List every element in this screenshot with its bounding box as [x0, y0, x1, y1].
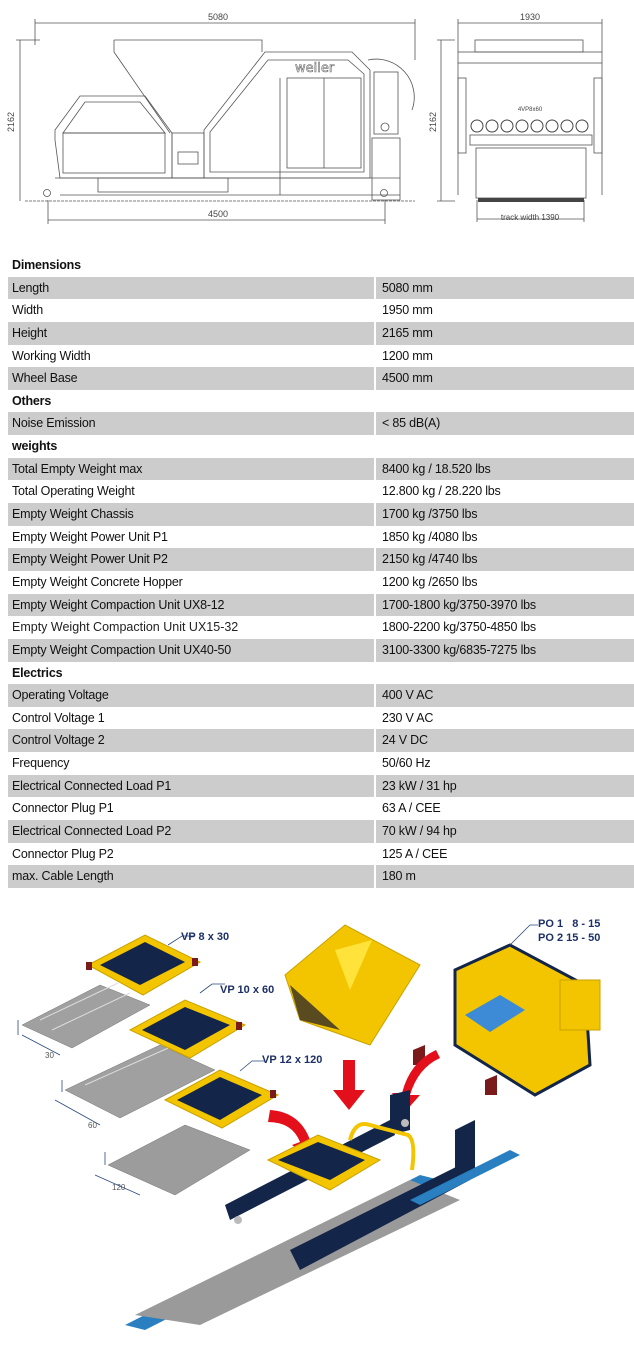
arrow-down-icon — [333, 1060, 365, 1110]
spec-label: Length — [8, 277, 374, 300]
label-vp-12x120: VP 12 x 120 — [262, 1054, 323, 1066]
power-unit — [413, 945, 600, 1095]
vibrator-label: 4VP8x60 — [517, 107, 543, 113]
spec-label: Connector Plug P2 — [12, 846, 114, 861]
table-row — [8, 412, 634, 435]
table-row — [8, 820, 634, 843]
plate-width-120: 120 — [112, 1183, 126, 1192]
table-row — [8, 865, 634, 888]
spec-table — [8, 254, 634, 888]
spec-label: Frequency — [12, 756, 70, 771]
spec-value: 4500 mm — [374, 367, 634, 390]
length-dimension-label: 5080 — [207, 12, 229, 22]
spec-value: 1800-2200 kg/3750-4850 lbs — [374, 616, 634, 639]
spec-label: Empty Weight Compaction Unit UX15-32 — [12, 620, 239, 635]
spec-value: 1950 mm — [374, 299, 634, 322]
spec-label: Wheel Base — [8, 367, 374, 390]
spec-value: 2150 kg /4740 lbs — [374, 548, 634, 571]
label-vp-8x30: VP 8 x 30 — [181, 931, 230, 943]
spec-value: 12.800 kg / 28.220 lbs — [374, 480, 634, 503]
table-row — [8, 594, 634, 617]
spec-label: Empty Weight Power Unit P2 — [8, 548, 374, 571]
spec-value: 180 m — [374, 865, 634, 888]
table-row — [8, 277, 634, 300]
spec-label: Total Operating Weight — [12, 484, 135, 499]
spec-label: Empty Weight Power Unit P1 — [12, 529, 168, 544]
table-row — [8, 322, 634, 345]
spec-label: Control Voltage 1 — [12, 710, 105, 725]
label-po1: PO 1 8 - 15 — [538, 918, 601, 930]
spec-label: Electrical Connected Load P1 — [8, 775, 374, 798]
table-row — [8, 752, 634, 775]
spec-value: 1700 kg /3750 lbs — [374, 503, 634, 526]
spec-label: Empty Weight Concrete Hopper — [12, 574, 183, 589]
spec-value: 3100-3300 kg/6835-7275 lbs — [374, 639, 634, 662]
front-width-label: 1930 — [519, 12, 541, 22]
table-row — [8, 299, 634, 322]
front-height-label: 2162 — [428, 111, 438, 133]
spec-label: Noise Emission — [8, 412, 374, 435]
section-header-dimensions — [8, 254, 634, 277]
spec-label: Empty Weight Chassis — [8, 503, 374, 526]
spec-label: Electrical Connected Load P2 — [8, 820, 374, 843]
table-row — [8, 684, 634, 707]
spec-value: 2165 mm — [374, 322, 634, 345]
label-vp-10x60: VP 10 x 60 — [220, 984, 275, 996]
table-row — [8, 345, 634, 368]
wheelbase-dimension-label: 4500 — [207, 209, 229, 219]
spec-value: 63 A / CEE — [374, 797, 634, 820]
table-row — [8, 843, 634, 866]
section-header-others — [8, 390, 634, 413]
spec-value: 70 kW / 94 hp — [374, 820, 634, 843]
spec-label: Total Empty Weight max — [8, 458, 374, 481]
table-row — [8, 458, 634, 481]
spec-value: 1700-1800 kg/3750-3970 lbs — [374, 594, 634, 617]
spec-value: 50/60 Hz — [374, 752, 634, 775]
table-row — [8, 480, 634, 503]
table-row — [8, 503, 634, 526]
table-row — [8, 707, 634, 730]
section-header-weights — [8, 435, 634, 458]
table-row — [8, 526, 634, 549]
technical-drawing — [0, 0, 634, 235]
spec-value: 125 A / CEE — [374, 843, 634, 866]
vibrator-heads — [471, 120, 588, 202]
section-title: weights — [12, 439, 58, 454]
spec-value: 8400 kg / 18.520 lbs — [374, 458, 634, 481]
spec-label: Operating Voltage — [8, 684, 374, 707]
table-row — [8, 639, 634, 662]
section-header-electrics — [8, 662, 634, 685]
spec-label: Connector Plug P1 — [12, 801, 114, 816]
concrete-hopper — [285, 925, 420, 1045]
plate-width-60: 60 — [88, 1121, 97, 1130]
spec-value: 24 V DC — [374, 729, 634, 752]
spec-value: < 85 dB(A) — [374, 412, 634, 435]
brand-logo: weiler — [295, 61, 335, 76]
label-po2: PO 2 15 - 50 — [538, 932, 601, 944]
table-row — [8, 797, 634, 820]
track-width-label: track width 1390 — [500, 213, 560, 222]
side-view-drawing — [16, 19, 415, 224]
table-row — [8, 775, 634, 798]
spec-label: Width — [12, 303, 43, 318]
spec-value: 1850 kg /4080 lbs — [374, 526, 634, 549]
section-title: Others — [12, 393, 52, 408]
section-title: Electrics — [12, 665, 63, 680]
spec-label: Height — [8, 322, 374, 345]
spec-label: Control Voltage 2 — [8, 729, 374, 752]
section-title: Dimensions — [12, 258, 81, 272]
height-dimension-label: 2162 — [6, 111, 16, 133]
compaction-unit-vp2 — [130, 1000, 245, 1058]
spec-value: 1200 kg /2650 lbs — [374, 571, 634, 594]
table-row — [8, 729, 634, 752]
table-row — [8, 548, 634, 571]
spec-value: 23 kW / 31 hp — [374, 775, 634, 798]
spec-label: Working Width — [12, 348, 91, 363]
spec-value: 400 V AC — [374, 684, 634, 707]
spec-label: max. Cable Length — [8, 865, 374, 888]
spec-label: Empty Weight Compaction Unit UX8-12 — [8, 594, 374, 617]
spec-value: 5080 mm — [374, 277, 634, 300]
table-row — [8, 367, 634, 390]
table-row — [8, 616, 634, 639]
exploded-assembly-illustration — [0, 895, 634, 1350]
spec-label: Empty Weight Compaction Unit UX40-50 — [8, 639, 374, 662]
plate-width-30: 30 — [45, 1051, 54, 1060]
spec-value: 230 V AC — [374, 707, 634, 730]
table-row — [8, 571, 634, 594]
spec-value: 1200 mm — [374, 345, 634, 368]
